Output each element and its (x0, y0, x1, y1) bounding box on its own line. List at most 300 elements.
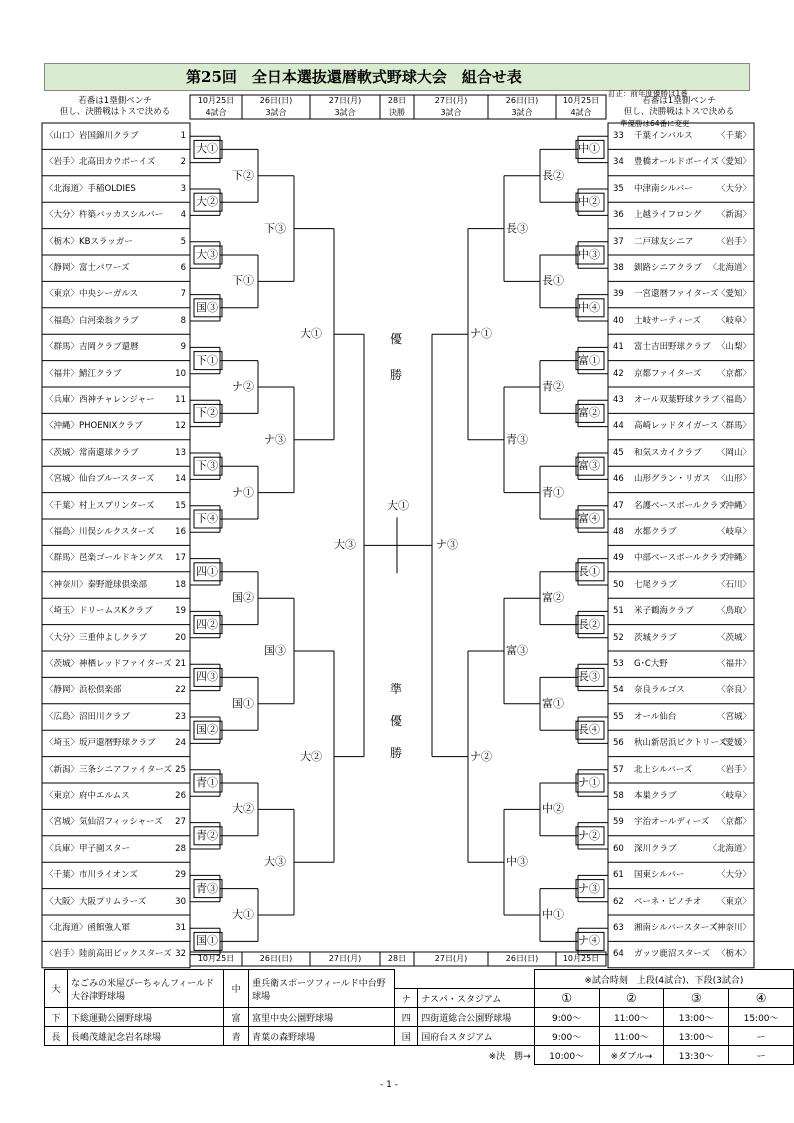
team-number: 16 (175, 527, 186, 537)
team-name: 名護ベースボールクラブ (634, 500, 727, 511)
left-r1-match: 国② (196, 723, 218, 737)
left-r2-match: 大② (232, 802, 254, 816)
right-team-row (608, 177, 754, 201)
team-number: 15 (175, 500, 186, 511)
left-team-row (42, 414, 190, 438)
team-name: 〈岩手〉陸前高田ビックスターズ (45, 949, 172, 960)
team-number: 37 (613, 236, 624, 247)
venue-code: 下 (45, 1008, 68, 1027)
team-name: 高崎レッドタイガース (634, 421, 719, 432)
team-name: 〈埼玉〉坂戸還暦野球クラブ (45, 738, 156, 749)
team-number: 17 (175, 553, 186, 564)
team-name: 〈山口〉岩国錦川クラブ (45, 131, 139, 141)
team-number: 32 (175, 949, 186, 960)
schedule-heading: ※試合時刻 上段(4試合)、下段(3試合) (534, 970, 793, 989)
team-number: 28 (175, 843, 186, 854)
team-name: 二戸球友シニア (634, 236, 694, 247)
team-number: 18 (175, 579, 186, 590)
right-team-row (608, 282, 754, 306)
team-number: 14 (175, 474, 186, 485)
right-note-line-2: 但し、決勝戦はトスで決める (623, 107, 735, 117)
team-name: 〈埼玉〉ドリームスKクラブ (45, 606, 153, 617)
right-r1-match: ナ③ (578, 881, 600, 895)
time-cell: 9:00～ (534, 1027, 599, 1046)
team-number: 40 (613, 315, 624, 326)
right-r1-match: 長① (578, 564, 600, 578)
left-r2-match: 大① (232, 908, 254, 921)
team-number: 53 (613, 659, 624, 669)
left-team-row (42, 810, 190, 834)
team-number: 50 (613, 579, 624, 590)
left-team-row (42, 837, 190, 861)
left-team-row (42, 467, 190, 491)
left-note-line-2: 但し、決勝戦はトスで決める (59, 107, 171, 117)
correction-line-1: 訂正：前年度優勝は1番 (608, 89, 688, 98)
right-team-row (608, 335, 754, 359)
right-r1-match: 中① (578, 142, 600, 156)
right-r3-match: 富③ (506, 644, 528, 657)
team-name: オール双葉野球クラブ (634, 395, 719, 405)
right-r1-match: 富④ (578, 512, 600, 525)
left-team-row (42, 282, 190, 306)
team-prefecture: 〈茨城〉 (716, 632, 751, 643)
team-number: 3 (180, 183, 186, 194)
team-number: 2 (180, 157, 186, 168)
team-number: 49 (613, 553, 624, 564)
team-prefecture: 〈京都〉 (716, 817, 751, 828)
team-name: 中津南シルバー (634, 183, 693, 194)
team-prefecture: 〈岡山〉 (716, 447, 751, 458)
right-team-row (608, 916, 754, 940)
right-team-row (608, 546, 754, 570)
team-prefecture: 〈北海道〉 (708, 843, 751, 854)
team-name: 中部ベースボールクラブ (634, 553, 727, 564)
team-name: 〈東京〉中央シーガルス (45, 289, 139, 300)
team-name: 〈宮城〉仙台ブルースターズ (45, 474, 155, 485)
venue-table (44, 969, 794, 1065)
team-number: 30 (175, 896, 186, 907)
left-team-row (42, 626, 190, 650)
team-name: ガッツ鹿沼スターズ (634, 949, 710, 960)
venue-name: 四街道総合公園野球場 (418, 1008, 534, 1027)
left-r2-match: 国① (232, 696, 254, 710)
left-team-row (42, 124, 190, 148)
champion-label-char: 優 (390, 332, 403, 346)
left-r1-match: 青③ (196, 881, 218, 895)
team-name: 米子鶴海クラブ (634, 606, 694, 617)
team-name: 〈茨城〉常南還球クラブ (45, 447, 139, 458)
team-prefecture: 〈沖縄〉 (716, 553, 751, 564)
team-name: 〈兵庫〉甲子園スター (45, 843, 131, 854)
runnerup-label-char: 準 (390, 682, 403, 696)
team-number: 44 (613, 421, 624, 432)
team-number: 57 (613, 764, 624, 775)
final-match: 大① (387, 499, 409, 513)
team-name: 〈岩手〉北高田カウボーイズ (45, 157, 156, 168)
team-number: 24 (175, 738, 186, 749)
date-footer-date: 27日(月) (328, 954, 362, 963)
date-footer-date: 26日(日) (505, 954, 539, 963)
right-team-row (608, 388, 754, 412)
left-team-row (42, 758, 190, 782)
team-prefecture: 〈沖縄〉 (716, 500, 751, 511)
time-cell: 11:00～ (599, 1027, 664, 1046)
date-footer-date: 10月25日 (562, 954, 600, 963)
left-team-row (42, 863, 190, 887)
left-team-row (42, 678, 190, 702)
team-name: 〈大分〉杵築バッカスシルバー (45, 210, 164, 221)
team-name: 〈福井〉鯖江クラブ (45, 368, 122, 379)
team-number: 46 (613, 474, 624, 485)
page-number: - 1 - (380, 1080, 398, 1090)
team-name: 千葉インバルス (634, 131, 693, 141)
right-semi-match: ナ③ (436, 538, 458, 552)
right-team-row (608, 520, 754, 544)
date-header-date: 27日(月) (434, 96, 468, 105)
date-header-games: 3試合 (440, 108, 462, 117)
team-prefecture: 〈新潟〉 (716, 210, 751, 221)
team-name: 〈群馬〉邑楽ゴールドキングス (45, 553, 164, 564)
team-number: 35 (613, 183, 624, 194)
right-team-row (608, 863, 754, 887)
right-r2-match: 中① (542, 908, 564, 921)
left-r1-match: 大② (196, 195, 218, 209)
team-number: 48 (613, 527, 624, 537)
right-team-row (608, 309, 754, 333)
team-prefecture: 〈岐阜〉 (716, 315, 751, 326)
team-name: 〈北海道〉函館強人軍 (45, 923, 131, 933)
date-header-games: 4試合 (570, 108, 592, 117)
right-r2-match: 富② (542, 591, 564, 605)
right-r2-match: 青② (542, 380, 564, 393)
team-name: 〈兵庫〉西神チャレンジャー (45, 395, 155, 405)
right-team-row (608, 705, 754, 729)
left-r3-match: 国③ (264, 644, 286, 657)
right-r2-match: 長① (542, 274, 564, 288)
time-cell: 13:00～ (664, 1027, 729, 1046)
venue-name: 青葉の森野球場 (249, 1027, 395, 1046)
team-number: 1 (180, 131, 186, 141)
team-number: 41 (613, 342, 624, 353)
schedule-col: ③ (664, 989, 729, 1008)
team-number: 62 (613, 896, 624, 907)
team-prefecture: 〈栃木〉 (716, 949, 751, 960)
left-team-row (42, 335, 190, 359)
right-r1-match: 中④ (578, 300, 600, 314)
runnerup-label-char: 優 (390, 714, 403, 728)
right-team-row (608, 599, 754, 623)
date-header-date: 26日(日) (259, 96, 293, 105)
team-name: 〈神奈川〉秦野遊球倶楽部 (45, 579, 148, 590)
venue-name: 下総運動公園野球場 (67, 1008, 223, 1027)
venue-name: 国府台スタジアム (418, 1027, 534, 1046)
team-number: 51 (613, 606, 624, 617)
left-team-row (42, 599, 190, 623)
team-prefecture: 〈愛媛〉 (716, 738, 751, 749)
left-team-row (42, 731, 190, 755)
team-name: 〈新潟〉三条シニアファイターズ (45, 764, 172, 775)
team-prefecture: 〈群馬〉 (716, 421, 751, 432)
left-team-row (42, 362, 190, 386)
right-r2-match: 青① (542, 485, 564, 499)
team-prefecture: 〈岐阜〉 (716, 527, 751, 537)
left-r1-match: 大③ (196, 248, 218, 261)
date-header-date: 27日(月) (328, 96, 362, 105)
team-name: 〈静岡〉富士パワーズ (45, 263, 130, 273)
date-footer-date: 10月25日 (197, 954, 235, 963)
team-prefecture: 〈福井〉 (716, 659, 751, 669)
date-header-games: 3試合 (334, 108, 356, 117)
team-prefecture: 〈山梨〉 (716, 342, 751, 353)
left-r1-match: 下④ (196, 512, 218, 525)
venue-name: なごみの米屋ぴーちゃんフィールド大谷津野球場 (67, 970, 223, 1008)
right-team-row (608, 150, 754, 174)
right-team-row (608, 731, 754, 755)
team-prefecture: 〈奈良〉 (716, 685, 751, 696)
right-team-row (608, 652, 754, 676)
team-name: 和気スカイクラブ (634, 447, 702, 458)
venue-code: 中 (224, 970, 249, 1008)
left-team-row (42, 916, 190, 940)
team-prefecture: 〈大分〉 (716, 183, 751, 194)
right-team-row (608, 362, 754, 386)
right-r1-match: ナ① (578, 776, 600, 789)
team-number: 23 (175, 711, 186, 722)
right-team-row (608, 414, 754, 438)
team-name: 富士吉田野球クラブ (634, 342, 711, 353)
left-r1-match: 四① (196, 564, 218, 578)
left-r4-match: 大② (300, 749, 322, 763)
team-name: 豊橋オールドボーイズ (634, 157, 719, 168)
team-number: 4 (180, 210, 186, 221)
team-number: 9 (180, 342, 186, 353)
date-footer-date: 27日(月) (434, 954, 468, 963)
team-prefecture: 〈福島〉 (716, 395, 751, 405)
venue-name: 長嶋茂雄記念岩名球場 (67, 1027, 223, 1046)
team-number: 13 (175, 447, 186, 458)
left-team-row (42, 652, 190, 676)
left-team-row (42, 573, 190, 597)
team-prefecture: 〈岐阜〉 (716, 791, 751, 801)
team-prefecture: 〈北海道〉 (708, 263, 751, 273)
right-team-row (608, 626, 754, 650)
right-team-row (608, 837, 754, 861)
team-number: 7 (180, 289, 186, 300)
right-r1-match: 中② (578, 195, 600, 209)
time-cell: 11:00～ (599, 1008, 664, 1027)
left-r1-match: 大① (196, 142, 218, 156)
right-r2-match: 長② (542, 168, 564, 182)
team-name: 上越ライフロング (634, 210, 702, 221)
schedule-col: ① (534, 989, 599, 1008)
venue-code: 国 (395, 1027, 418, 1046)
team-name: 京都ファイターズ (634, 368, 702, 379)
team-name: 茨城クラブ (634, 632, 677, 643)
final-time: 10:00～ (534, 1046, 599, 1065)
right-team-row (608, 124, 754, 148)
venue-name: ナスパ・スタジアム (418, 989, 534, 1008)
left-r1-match: 下③ (196, 459, 218, 473)
time-cell: 9:00～ (534, 1008, 599, 1027)
left-team-row (42, 784, 190, 808)
venue-code: 青 (224, 1027, 249, 1046)
team-number: 8 (180, 315, 186, 326)
left-r1-match: 国① (196, 934, 218, 948)
team-prefecture: 〈鳥取〉 (716, 606, 751, 617)
left-team-row (42, 520, 190, 544)
team-name: ベーネ・ピノチオ (634, 896, 702, 907)
team-name: 〈茨城〉神栖レッドファイターズ (45, 659, 172, 669)
left-team-row (42, 230, 190, 254)
page-title: 第25回 全日本選抜還暦軟式野球大会 組合せ表 (186, 68, 522, 86)
left-r1-match: 青② (196, 828, 218, 842)
team-number: 19 (175, 606, 186, 617)
right-team-row (608, 230, 754, 254)
time-cell: ー (729, 1027, 794, 1046)
right-team-row (608, 758, 754, 782)
right-r1-match: 富① (578, 353, 600, 367)
team-number: 33 (613, 131, 624, 141)
team-number: 43 (613, 395, 624, 405)
date-header-games: 決勝 (389, 108, 405, 117)
left-r2-match: 下① (232, 274, 254, 288)
right-team-row (608, 441, 754, 465)
left-team-row (42, 546, 190, 570)
venue-code: 富 (224, 1008, 249, 1027)
right-team-row (608, 810, 754, 834)
right-r4-match: ナ① (470, 327, 492, 341)
team-prefecture: 〈岩手〉 (716, 236, 751, 247)
right-r1-match: 長④ (578, 723, 600, 737)
right-r1-match: 富② (578, 406, 600, 420)
left-r4-match: 大① (300, 327, 322, 341)
team-name: 〈福島〉白河楽翁クラブ (45, 315, 139, 326)
right-team-row (608, 256, 754, 280)
team-number: 29 (175, 870, 186, 881)
right-note-line-1: 若番は1塁側ベンチ (642, 96, 716, 106)
venue-name: 富里中央公園野球場 (249, 1008, 395, 1027)
right-team-row (608, 573, 754, 597)
team-prefecture: 〈神奈川〉 (708, 923, 751, 933)
team-prefecture: 〈宮城〉 (716, 711, 751, 722)
team-prefecture: 〈千葉〉 (716, 131, 751, 141)
team-number: 42 (613, 368, 624, 379)
schedule-col: ② (599, 989, 664, 1008)
left-r1-match: 四② (196, 617, 218, 631)
right-team-row (608, 942, 754, 966)
date-header-date: 10月25日 (197, 96, 235, 105)
team-number: 34 (613, 157, 624, 168)
left-r1-match: 青① (196, 776, 218, 789)
left-r3-match: 大③ (264, 855, 286, 869)
date-footer-date: 26日(日) (259, 954, 293, 963)
left-team-row (42, 942, 190, 966)
right-r1-match: 長② (578, 617, 600, 631)
team-name: 土岐サーティーズ (634, 315, 701, 326)
date-header-games: 3試合 (511, 108, 533, 117)
left-r1-match: 四③ (196, 670, 218, 684)
team-name: 水都クラブ (634, 527, 677, 537)
team-name: 宇治オールディーズ (634, 817, 710, 828)
date-header-games: 3試合 (265, 108, 287, 117)
left-r3-match: 下③ (264, 221, 286, 235)
left-team-row (42, 494, 190, 518)
schedule-col: ④ (729, 989, 794, 1008)
team-name: 〈宮城〉気仙沼フィッシャーズ (45, 817, 163, 828)
team-name: 〈千葉〉村上スプリンターズ (45, 500, 155, 511)
team-name: 〈千葉〉市川ライオンズ (45, 870, 138, 881)
team-number: 59 (613, 817, 624, 828)
left-r3-match: ナ③ (264, 432, 286, 446)
left-r2-match: ナ① (232, 485, 254, 499)
date-header-date: 28日 (387, 96, 407, 105)
team-name: 釧路シニアクラブ (634, 263, 702, 273)
team-name: 山形グラン・リガス (634, 474, 711, 485)
team-number: 39 (613, 289, 624, 300)
team-number: 55 (613, 711, 624, 722)
team-prefecture: 〈愛知〉 (716, 157, 751, 168)
team-number: 60 (613, 843, 624, 854)
left-team-row (42, 203, 190, 227)
team-number: 38 (613, 263, 624, 273)
team-name: 〈北海道〉手稲OLDIES (45, 183, 136, 194)
team-number: 27 (175, 817, 186, 828)
left-team-row (42, 256, 190, 280)
team-prefecture: 〈大分〉 (716, 870, 751, 881)
left-team-row (42, 177, 190, 201)
left-r2-match: 国② (232, 591, 254, 605)
team-prefecture: 〈京都〉 (716, 368, 751, 379)
left-team-row (42, 441, 190, 465)
double-last: ー (729, 1046, 794, 1065)
right-team-row (608, 678, 754, 702)
right-r1-match: ナ② (578, 828, 600, 842)
team-name: 北上シルバーズ (634, 764, 693, 775)
team-name: 〈東京〉府中エルムス (45, 791, 130, 801)
team-number: 54 (613, 685, 624, 696)
team-number: 47 (613, 500, 624, 511)
double-time: 13:30～ (664, 1046, 729, 1065)
time-cell: 13:00～ (664, 1008, 729, 1027)
team-number: 64 (613, 949, 624, 960)
team-name: 〈大分〉三重仲よしクラブ (45, 632, 148, 643)
team-name: 〈群馬〉吉岡クラブ還暦 (45, 342, 139, 353)
team-number: 5 (180, 236, 186, 247)
team-name: 七尾クラブ (634, 579, 677, 590)
final-time-label: ※決 勝→ (488, 1051, 531, 1062)
time-cell: 15:00～ (729, 1008, 794, 1027)
date-footer-date: 28日 (387, 954, 407, 963)
right-r1-match: 長③ (578, 670, 600, 684)
team-name: オール仙台 (634, 711, 677, 722)
team-prefecture: 〈岩手〉 (716, 764, 751, 775)
team-number: 61 (613, 870, 624, 881)
team-name: 〈静岡〉浜松倶楽部 (45, 685, 122, 696)
team-number: 22 (175, 685, 186, 696)
left-r2-match: 下② (232, 168, 254, 182)
left-r1-match: 下① (196, 353, 218, 367)
team-number: 56 (613, 738, 624, 749)
team-name: 深川クラブ (634, 843, 677, 854)
team-name: 〈広島〉沼田川クラブ (45, 711, 131, 722)
team-number: 36 (613, 210, 624, 221)
team-number: 11 (175, 395, 186, 405)
team-name: 国東シルバー (634, 870, 685, 881)
right-r4-match: ナ② (470, 749, 492, 763)
team-name: G･C大野 (634, 659, 668, 669)
team-name: 本巣クラブ (634, 791, 677, 801)
team-name: 〈福島〉川俣シルクスターズ (45, 527, 155, 537)
